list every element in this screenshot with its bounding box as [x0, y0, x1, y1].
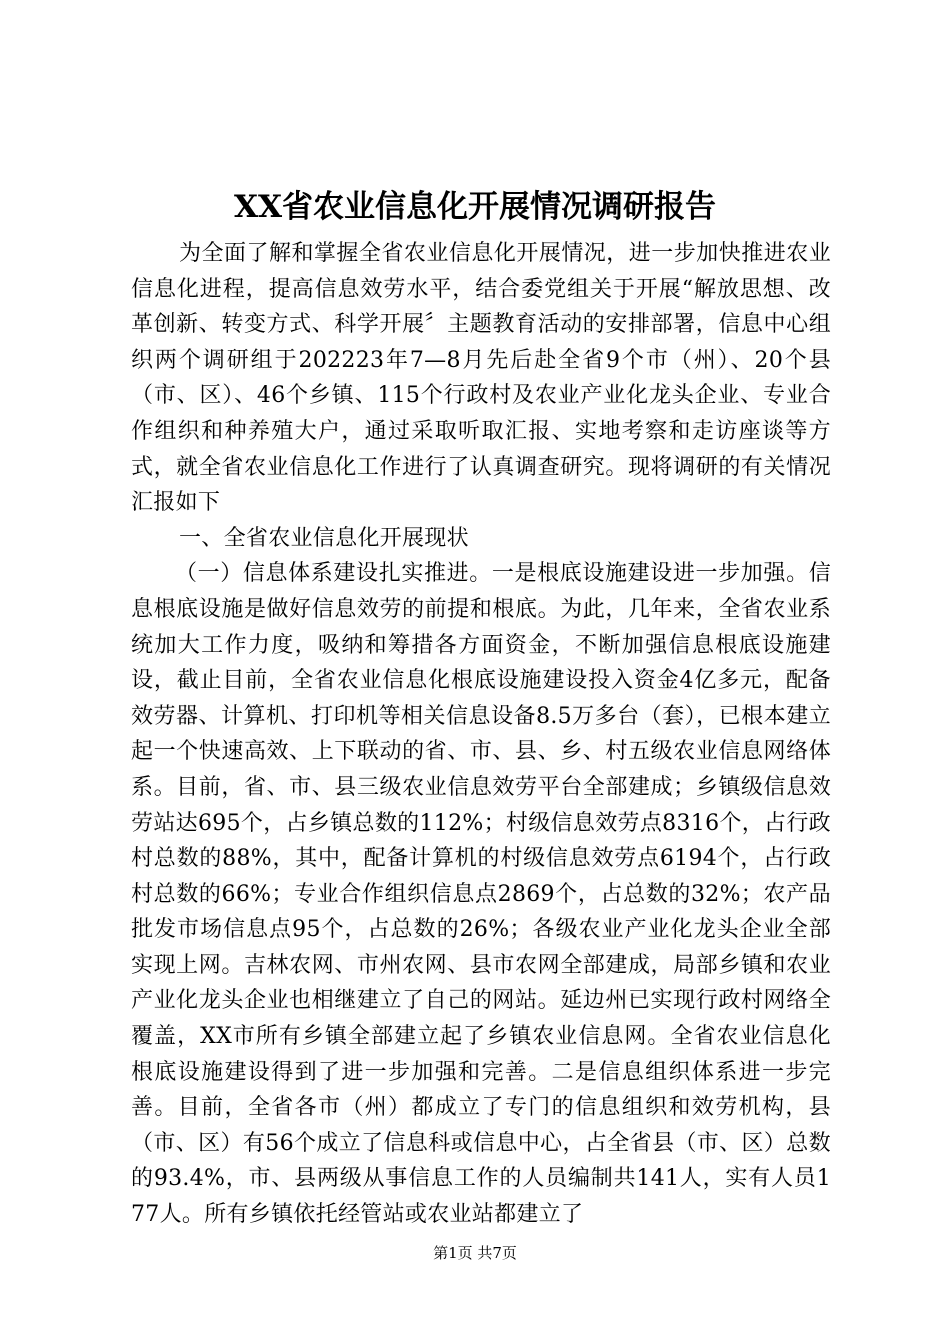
document-body: [131, 236, 831, 1233]
section-heading: 一、全省农业信息化开展现状: [179, 525, 469, 551]
section-paragraph: （一）信息体系建设扎实推进。一是根底设施建设进一步加强。信息根底设施是做好信息效劳的前提和根底。为此，几年来，全省农业系统加大工作力度，吸纳和筹措各方面资金，不断加强信息根底设施建设，截止目前，全省农业信息化根底设施建设投入资金4亿多元，配备效劳器、计算机、打印机等相关信息设备8.5万多台（套），已根本建立起一个快速高效、上下联动的省、市、县、乡、村五级农业信息网络体系。目前，省、市、县三级农业信息效劳平台全部建成；乡镇级信息效劳站达695个，占乡镇总数的112%；村级信息效劳点8316个，占行政村总数的88%，其中，配备计算机的村级信息效劳点6194个，占行政村总数的66%；专业合作组织信息点2869个，占总数的32%；农产品批发市场信息点95个，占总数的26%；各级农业产业化龙头企业全部实现上网。吉林农网、市州农网、县市农网全部建成，局部乡镇和农业产业化龙头企业也相继建立了自己的网站。延边州已实现行政村网络全覆盖，XX市所有乡镇全部建立起了乡镇农业信息网。全省农业信息化根底设施建设得到了进一步加强和完善。二是信息组织体系进一步完善。目前，全省各市（州）都成立了专门的信息组织和效劳机构，县（市、区）有56个成立了信息科或信息中心，占全省县（市、区）总数的93.4%，市、县两级从事信息工作的人员编制共141人，实有人员177人。所有乡镇依托经管站或农业站都建立了: [131, 561, 831, 1228]
page-footer: 第1页 共7页: [433, 1244, 517, 1262]
intro-paragraph: 为全面了解和掌握全省农业信息化开展情况，进一步加快推进农业信息化进程，提高信息效劳水平，结合委党组关于开展“解放思想、改革创新、转变方式、科学开展〞主题教育活动的安排部署，信息中心组织两个调研组于202223年7—8月先后赴全省9个市（州）、20个县（市、区）、46个乡镇、115个行政村及农业产业化龙头企业、专业合作组织和种养殖大户，通过采取听取汇报、实地考察和走访座谈等方式，就全省农业信息化工作进行了认真调查研究。现将调研的有关情况汇报如下: [131, 241, 831, 516]
document-title: XX省农业信息化开展情况调研报告: [233, 189, 717, 225]
